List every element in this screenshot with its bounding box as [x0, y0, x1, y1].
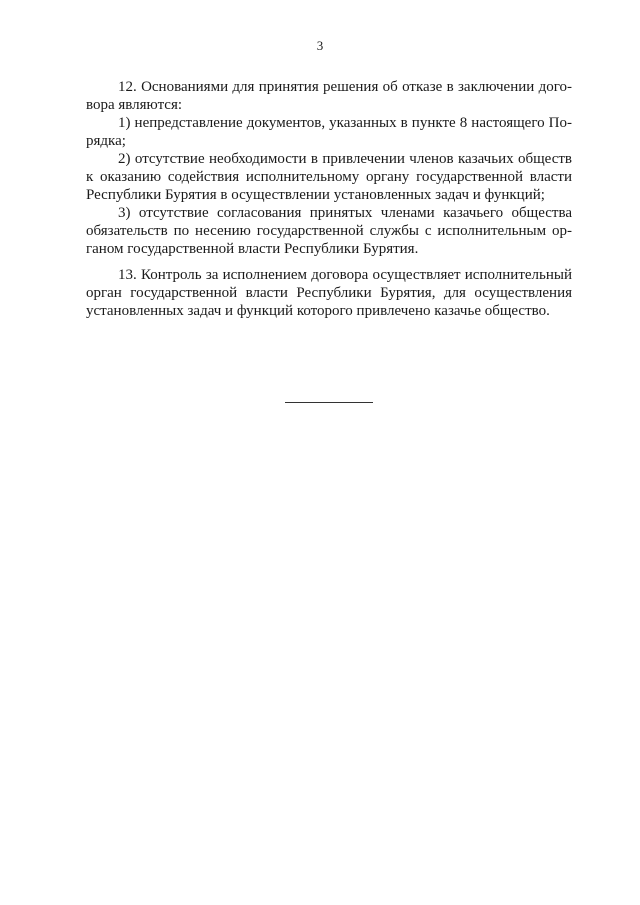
paragraph-line: 12. Основаниями для принятия решения об отказе в заключении дого- — [118, 79, 572, 95]
paragraph-line: вора являются: — [86, 97, 183, 113]
end-separator-line — [285, 402, 373, 403]
paragraph-line: 1) непредставление документов, указанных в пункте 8 настоящего По- — [118, 115, 572, 131]
paragraph-line: 3) отсутствие согласования принятых членами казачьего общества — [118, 205, 572, 221]
paragraph-line: рядка; — [86, 133, 126, 149]
paragraph-line: обязательств по несению государственной службы с исполнительным ор- — [86, 223, 572, 239]
page-number: 3 — [316, 38, 324, 53]
paragraph-line: орган государственной власти Республики Бурятия, для осуществления — [86, 285, 572, 301]
paragraph-line: 2) отсутствие необходимости в привлечении членов казачьих обществ — [118, 151, 572, 167]
paragraph-line: 13. Контроль за исполнением договора осуществляет исполнительный — [118, 267, 572, 283]
paragraph-line: к оказанию содействия исполнительному органу государственной власти — [86, 169, 572, 185]
paragraph-line: Республики Бурятия в осуществлении установленных задач и функций; — [86, 187, 545, 203]
paragraph-line: установленных задач и функций которого привлечено казачье общество. — [86, 303, 550, 319]
paragraph-line: ганом государственной власти Республики Бурятия. — [86, 241, 419, 257]
